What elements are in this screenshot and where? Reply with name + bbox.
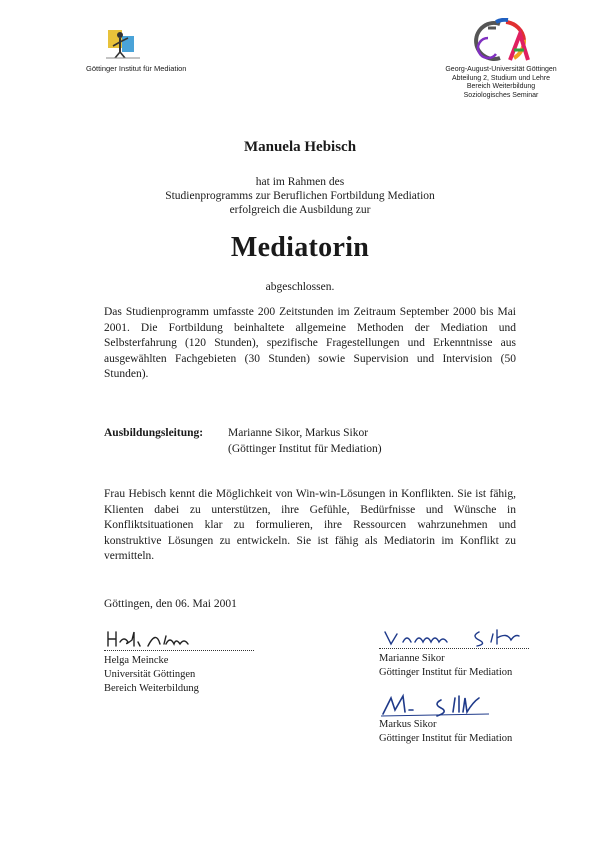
gau-logo-icon (466, 18, 536, 64)
intro-text (0, 175, 600, 217)
signature-block-markus (379, 692, 519, 746)
leadership-org: (Göttinger Institut für Mediation) (228, 443, 382, 455)
intro-line: Studienprogramms zur Beruflichen Fortbildung Mediation (165, 190, 435, 202)
gau-line: Abteilung 2, Studium und Lehre (451, 74, 551, 82)
leadership-values (228, 425, 382, 457)
competence-paragraph: Frau Hebisch kennt die Möglichkeit von Win-win-Lösungen in Konflikten. Sie ist fähig, Klienten dabei zu unterstützen, ihre Gefühle, Bedürfnisse und Wünsche in Konfliktsituationen klar zu formulieren, ihre Ressourcen wahrzunehmen und konstruktive Lösungen zu entwickeln. Sie ist fähig als Mediatorin im Konflikt zu vermitteln. (104, 488, 516, 562)
signature-line (379, 648, 529, 649)
signer-affiliation: Göttinger Institut für Mediation (379, 733, 513, 744)
signer-affiliation: Göttinger Institut für Mediation (379, 667, 513, 678)
gim-logo-caption: Göttinger Institut für Mediation (86, 64, 187, 73)
gim-logo (86, 26, 204, 73)
degree-title: Mediatorin (230, 232, 370, 263)
recipient-name: Manuela Hebisch (243, 139, 357, 155)
signature-block-meincke (104, 628, 254, 696)
signer-affiliation: Bereich Weiterbildung (104, 683, 199, 694)
signer-name: Helga Meincke (104, 655, 169, 666)
signature-line (104, 650, 254, 651)
program-paragraph: Das Studienprogramm umfasste 200 Zeitstunden im Zeitraum September 2000 bis Mai 2001. Die Fortbildung beinhaltete allgemeine Methoden der Mediation und Selbsterfahrung (120 Stunden), spezifische Fragestellungen und Erkenntnisse aus ausgewählten Fachgebieten (30 Stunden) sowie Supervision und Intervision (50 Stunden). (104, 306, 516, 380)
gau-line: Soziologisches Seminar (463, 91, 539, 99)
signature-block-marianne (379, 626, 529, 680)
leadership-names: Marianne Sikor, Markus Sikor (228, 427, 369, 439)
intro-line: hat im Rahmen des (255, 176, 345, 188)
gim-logo-icon (106, 26, 142, 60)
place-date: Göttingen, den 06. Mai 2001 (104, 598, 237, 610)
completed-text: abgeschlossen. (265, 281, 335, 293)
handwritten-signature (379, 692, 519, 718)
gau-logo (426, 18, 576, 100)
handwritten-signature (104, 628, 224, 650)
gau-line: Bereich Weiterbildung (466, 83, 536, 90)
signer-name: Marianne Sikor (379, 653, 445, 664)
handwritten-signature (379, 626, 529, 648)
signer-name: Markus Sikor (379, 719, 437, 730)
gau-line: Georg-August-Universität Göttingen (445, 66, 557, 73)
gau-logo-text (426, 66, 576, 100)
signer-affiliation: Universität Göttingen (104, 669, 196, 680)
intro-line: erfolgreich die Ausbildung zur (229, 204, 371, 216)
leadership-label: Ausbildungsleitung: (104, 427, 204, 439)
